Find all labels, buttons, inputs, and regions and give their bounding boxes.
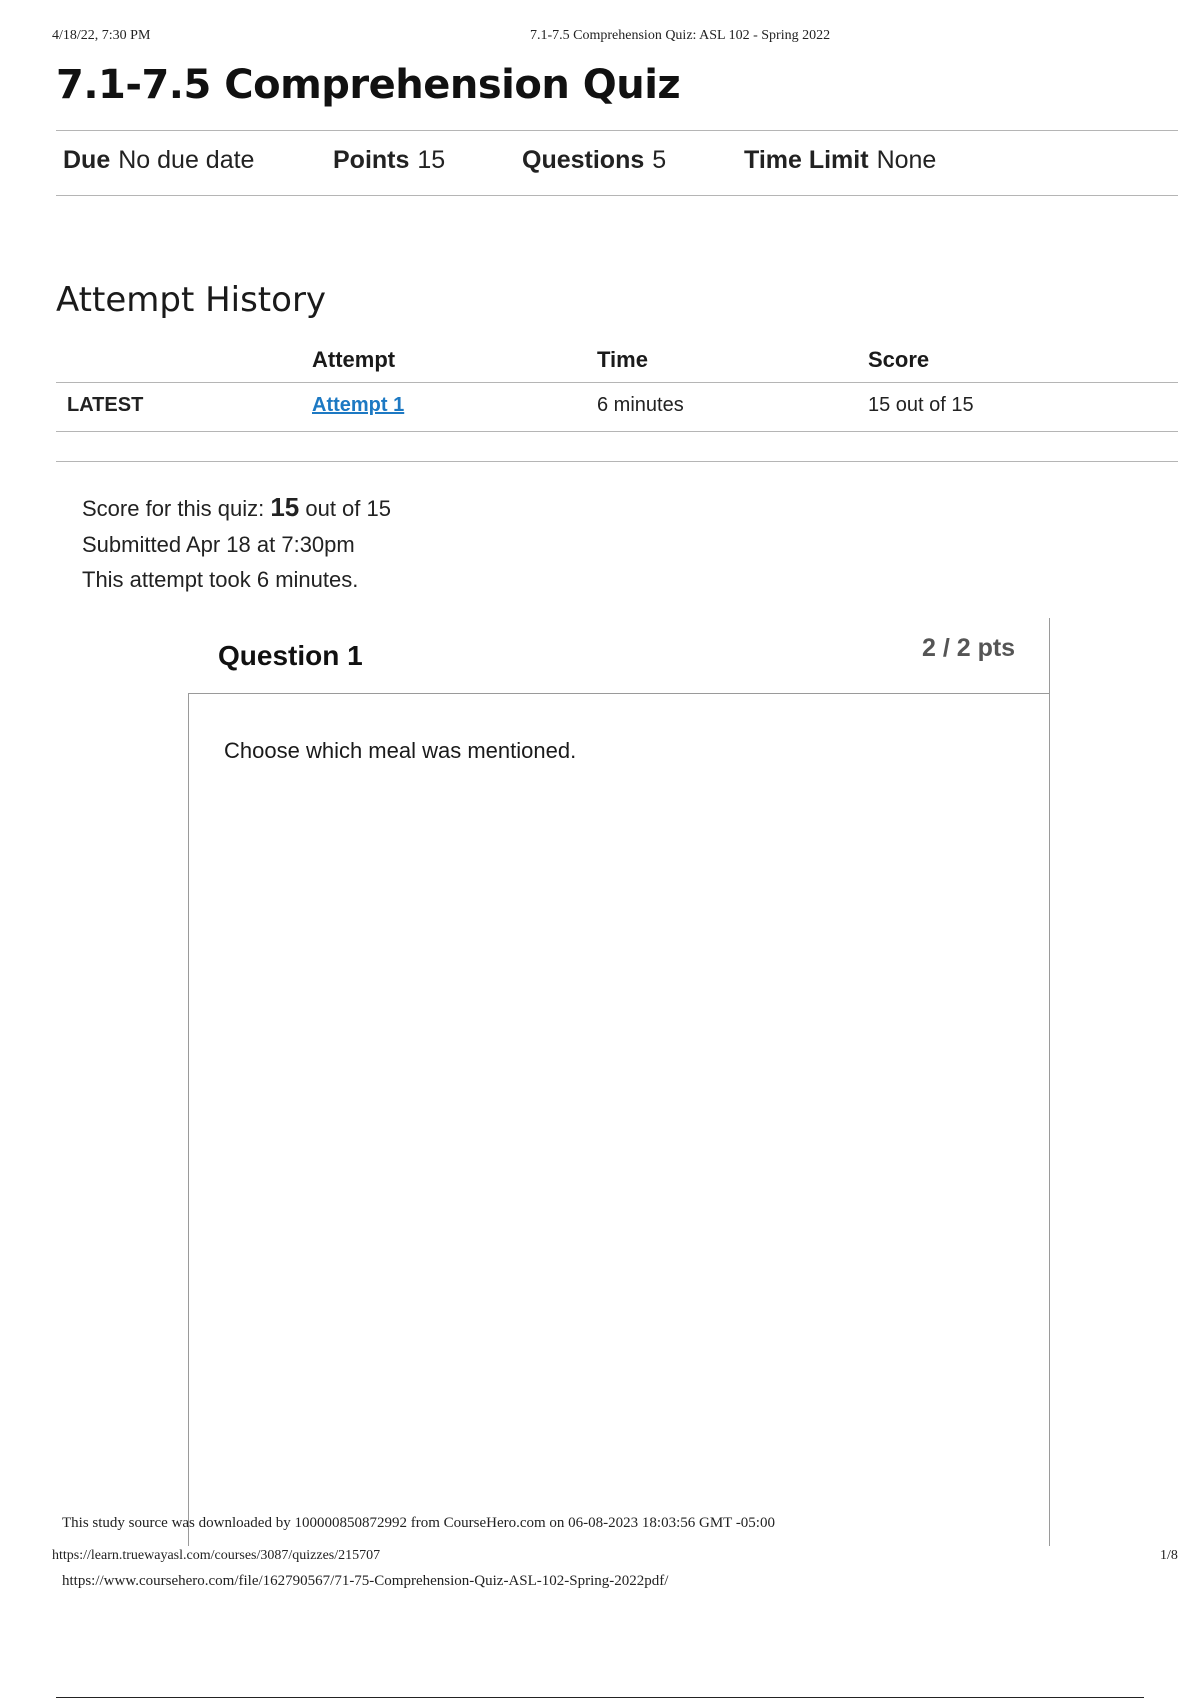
print-title: 7.1-7.5 Comprehension Quiz: ASL 102 - Spring 2022	[530, 28, 831, 43]
print-date: 4/18/22, 7:30 PM	[52, 28, 151, 43]
column-header-score: Score	[868, 347, 930, 372]
column-header-attempt: Attempt	[312, 347, 396, 372]
meta-points-label: Points	[333, 146, 410, 174]
question-card-left-border	[188, 694, 189, 1546]
table-header-divider	[56, 382, 1178, 383]
page-url: https://learn.truewayasl.com/courses/3087/quizzes/215707	[52, 1548, 381, 1563]
meta-questions-value: 5	[652, 146, 667, 174]
meta-due	[63, 146, 333, 175]
source-note: This study source was downloaded by 100000850872992 from CourseHero.com on 06-08-2023 18:03:56 GMT -05:00	[62, 1515, 775, 1531]
question-text: Choose which meal was mentioned.	[224, 738, 577, 763]
attempt-1-link[interactable]: Attempt 1	[312, 394, 405, 416]
column-header-time: Time	[597, 347, 648, 372]
table-row-divider	[56, 431, 1178, 432]
score-prefix: Score for this quiz:	[82, 496, 265, 521]
meta-due-label: Due	[63, 146, 111, 174]
meta-points-value: 15	[417, 146, 446, 174]
meta-divider	[56, 195, 1178, 196]
score-value: 15	[270, 492, 300, 522]
meta-questions-label: Questions	[522, 146, 645, 174]
question-card-right-border	[1049, 618, 1050, 1546]
bottom-rule	[56, 1697, 1144, 1698]
meta-time-limit	[744, 146, 936, 175]
meta-points	[333, 146, 522, 175]
meta-time-limit-value: None	[876, 146, 937, 174]
meta-questions	[522, 146, 744, 175]
score-suffix: out of 15	[305, 496, 391, 521]
attempt-time: 6 minutes	[597, 394, 684, 416]
page-title: 7.1-7.5 Comprehension Quiz	[56, 62, 681, 108]
meta-due-value: No due date	[118, 146, 255, 174]
quiz-meta	[63, 146, 936, 175]
file-url: https://www.coursehero.com/file/162790567/71-75-Comprehension-Quiz-ASL-102-Spring-2022pdf/	[62, 1573, 669, 1589]
meta-time-limit-label: Time Limit	[744, 146, 869, 174]
quiz-score	[82, 492, 391, 523]
attempt-duration-text: This attempt took 6 minutes.	[82, 567, 359, 592]
latest-badge: LATEST	[67, 394, 144, 416]
submitted-text: Submitted Apr 18 at 7:30pm	[82, 532, 355, 557]
question-header-divider	[188, 693, 1050, 694]
section-divider	[56, 461, 1178, 462]
title-divider	[56, 130, 1178, 131]
attempt-history-heading: Attempt History	[56, 280, 327, 320]
question-title: Question 1	[218, 640, 363, 671]
page-number: 1/8	[1160, 1548, 1178, 1563]
attempt-score: 15 out of 15	[868, 394, 974, 416]
question-points: 2 / 2 pts	[922, 634, 1016, 662]
